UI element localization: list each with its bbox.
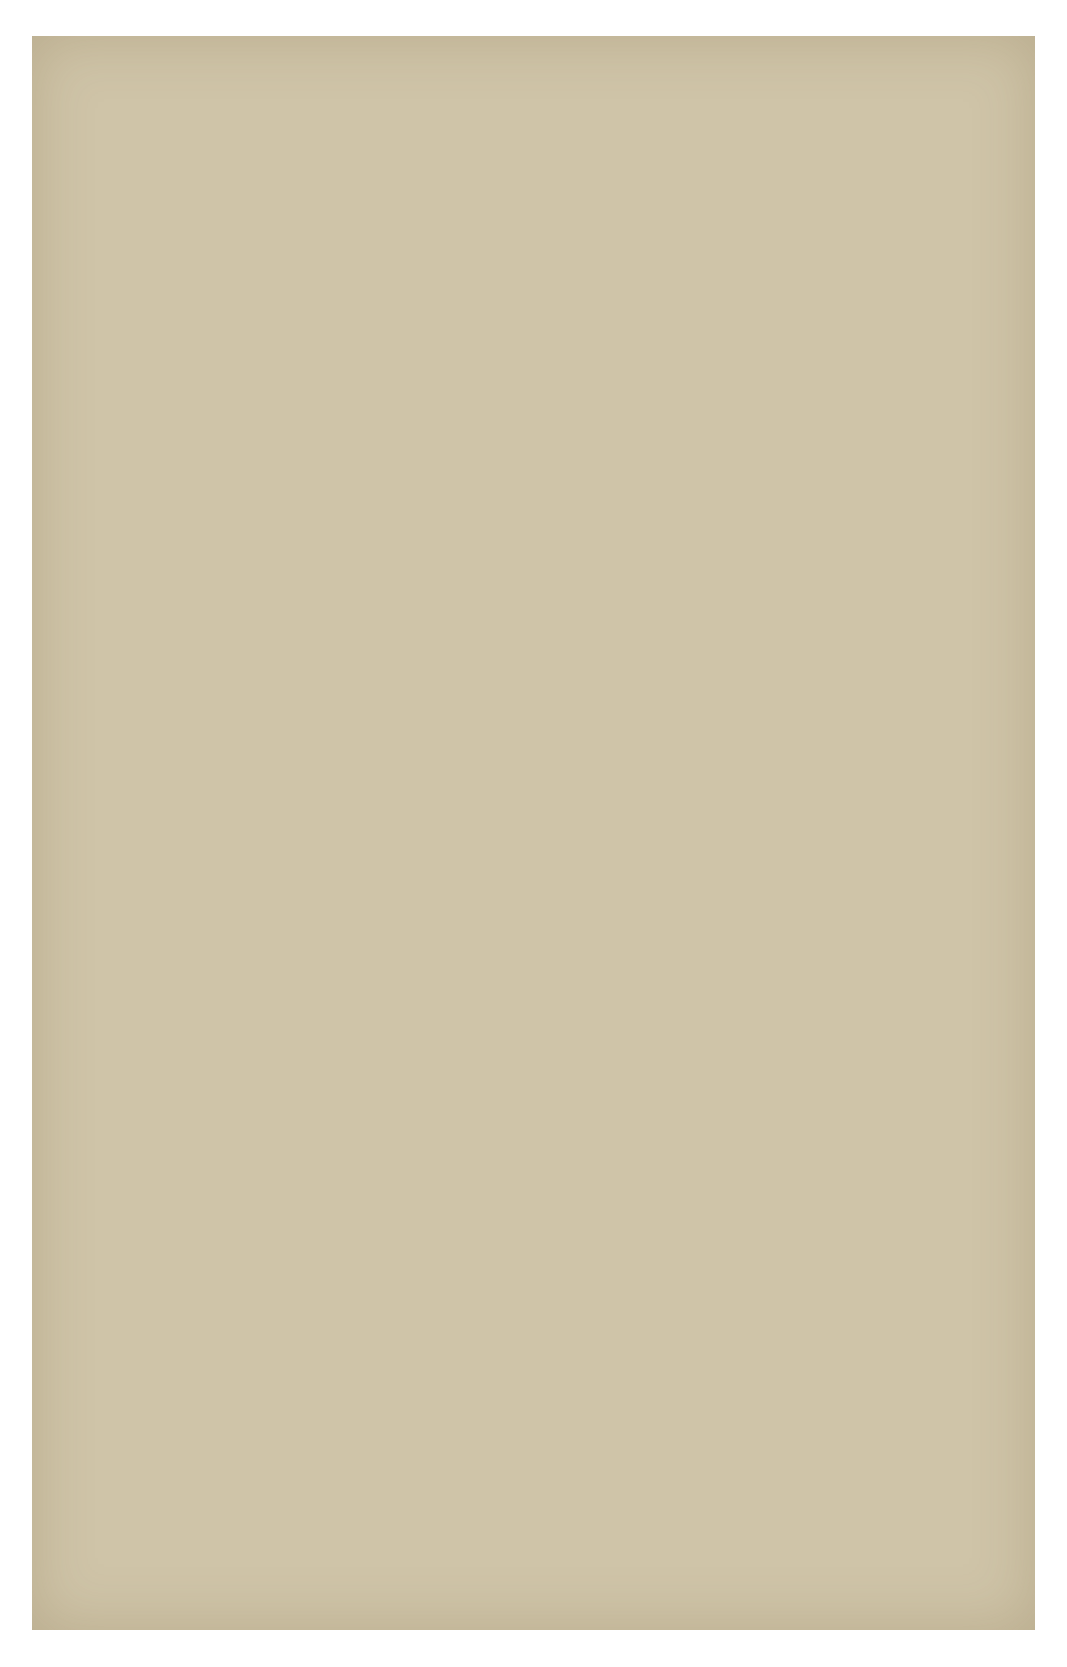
toc-top-section (72, 186, 1012, 886)
watermark (472, 1231, 992, 1481)
document-page (32, 36, 1035, 1630)
